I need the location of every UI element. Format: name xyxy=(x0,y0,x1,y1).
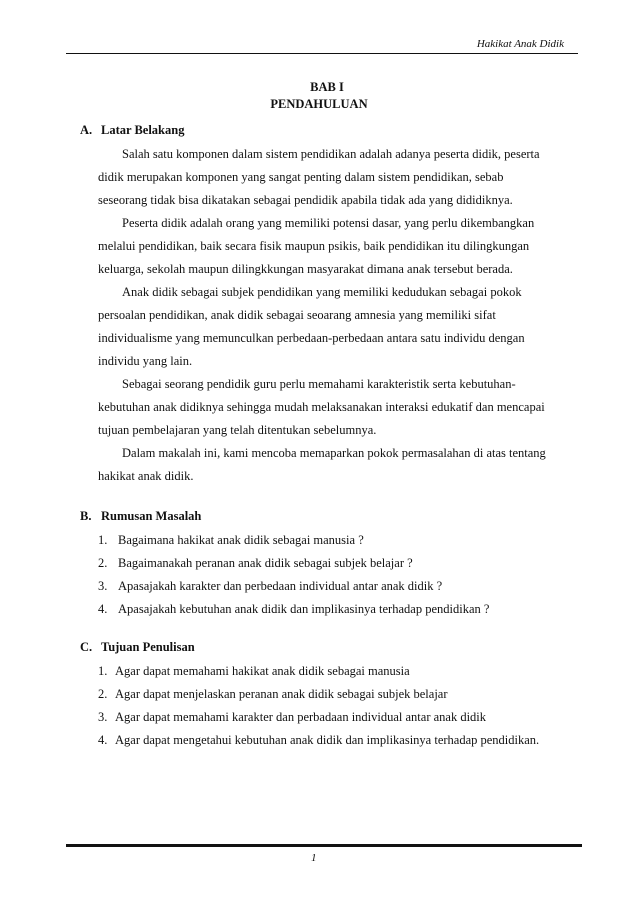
paragraph-line: hakikat anak didik. xyxy=(98,469,194,483)
running-header: Hakikat Anak Didik xyxy=(476,38,564,50)
list-number: 1. xyxy=(98,664,108,678)
list-item xyxy=(98,687,448,702)
section-title: Latar Belakang xyxy=(101,123,185,137)
list-text: Agar dapat memahami karakter dan perbadaan individual antar anak didik xyxy=(115,710,487,724)
paragraph-line: didik merupakan komponen yang sangat penting dalam sistem pendidikan, sebab xyxy=(98,170,504,184)
chapter-number: BAB I xyxy=(310,80,344,94)
section-heading-latar-belakang xyxy=(80,123,184,138)
list-number: 2. xyxy=(98,687,108,701)
list-number: 2. xyxy=(98,556,108,570)
header-divider xyxy=(66,53,578,54)
list-text: Apasajakah kebutuhan anak didik dan implikasinya terhadap pendidikan ? xyxy=(118,602,490,616)
paragraph-line: melalui pendidikan, baik secara fisik maupun psikis, baik pendidikan itu dilingkungan xyxy=(98,239,530,253)
paragraph-line: tujuan pembelajaran yang telah ditentukan sebelumnya. xyxy=(98,423,377,437)
section-letter: C. xyxy=(80,640,93,654)
section-letter: B. xyxy=(80,509,92,523)
list-number: 1. xyxy=(98,533,108,547)
list-text: Apasajakah karakter dan perbedaan individual antar anak didik ? xyxy=(118,579,443,593)
page-number: 1 xyxy=(311,852,317,864)
list-number: 3. xyxy=(98,710,108,724)
paragraph-line: Dalam makalah ini, kami mencoba memaparkan pokok permasalahan di atas tentang xyxy=(122,446,546,460)
paragraph-line: Anak didik sebagai subjek pendidikan yang memiliki kedudukan sebagai pokok xyxy=(122,285,522,299)
list-item xyxy=(98,602,489,617)
list-text: Agar dapat memahami hakikat anak didik sebagai manusia xyxy=(115,664,410,678)
list-text: Bagaimanakah peranan anak didik sebagai subjek belajar ? xyxy=(118,556,413,570)
footer-divider xyxy=(66,844,582,847)
paragraph-line: persoalan pendidikan, anak didik sebagai seoarang amnesia yang memiliki sifat xyxy=(98,308,496,322)
list-item xyxy=(98,556,413,571)
section-letter: A. xyxy=(80,123,93,137)
paragraph-line: Peserta didik adalah orang yang memiliki potensi dasar, yang perlu dikembangkan xyxy=(122,216,535,230)
paragraph-line: individu yang lain. xyxy=(98,354,193,368)
list-number: 4. xyxy=(98,733,108,747)
list-text: Agar dapat mengetahui kebutuhan anak didik dan implikasinya terhadap pendidikan. xyxy=(115,733,540,747)
list-number: 4. xyxy=(98,602,108,616)
paragraph-line: kebutuhan anak didiknya sehingga mudah melaksanakan interaksi edukatif dan mencapai xyxy=(98,400,545,414)
paragraph-line: Salah satu komponen dalam sistem pendidikan adalah adanya peserta didik, peserta xyxy=(122,147,540,161)
list-item xyxy=(98,579,442,594)
paragraph-line: keluarga, sekolah maupun dilingkkungan masyarakat dimana anak tersebut berada. xyxy=(98,262,513,276)
paragraph-line: seseorang tidak bisa dikatakan sebagai pendidik apabila tidak ada yang dididiknya. xyxy=(98,193,513,207)
section-title: Tujuan Penulisan xyxy=(101,640,195,654)
list-item xyxy=(98,710,486,725)
section-heading-tujuan-penulisan xyxy=(80,640,195,655)
section-heading-rumusan-masalah xyxy=(80,509,201,524)
list-item xyxy=(98,733,539,748)
list-text: Agar dapat menjelaskan peranan anak didik sebagai subjek belajar xyxy=(115,687,448,701)
list-number: 3. xyxy=(98,579,108,593)
list-item xyxy=(98,664,410,679)
section-title: Rumusan Masalah xyxy=(101,509,202,523)
paragraph-line: Sebagai seorang pendidik guru perlu memahami karakteristik serta kebutuhan- xyxy=(122,377,516,391)
list-text: Bagaimana hakikat anak didik sebagai manusia ? xyxy=(118,533,364,547)
paragraph-line: individualisme yang memunculkan perbedaan-perbedaan antara satu individu dengan xyxy=(98,331,525,345)
chapter-title: PENDAHULUAN xyxy=(270,97,368,111)
list-item xyxy=(98,533,364,548)
